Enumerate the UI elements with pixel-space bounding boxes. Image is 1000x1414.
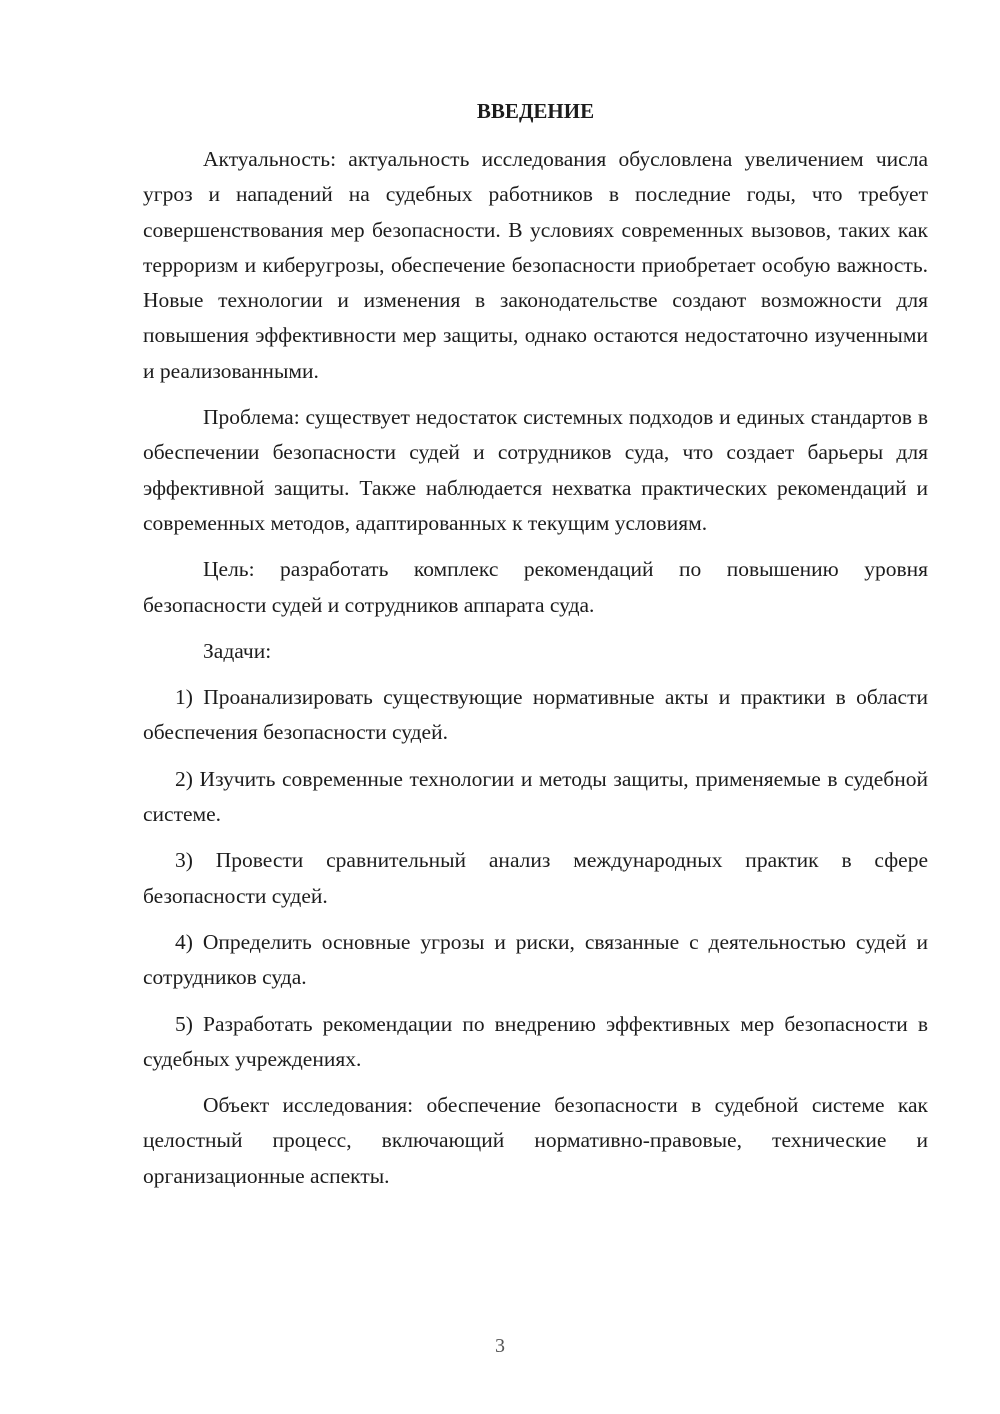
problem-paragraph: Проблема: существует недостаток системных подходов и единых стандартов в обеспечении безопасности судей и сотрудников суда, что создает барьеры для эффективной защиты. Также наблюдается нехватка практических рекомендаций и современных методов, адаптированных к текущим условиям.	[143, 405, 928, 535]
task-item: 1) Проанализировать существующие нормативные акты и практики в области обеспечения безопасности судей.	[143, 685, 928, 745]
page-number: 3	[495, 1335, 505, 1357]
object-paragraph: Объект исследования: обеспечение безопасности в судебной системе как целостный процесс, включающий нормативно-правовые, технические и организационные аспекты.	[143, 1093, 928, 1188]
goal-paragraph: Цель: разработать комплекс рекомендаций по повышению уровня безопасности судей и сотрудников аппарата суда.	[143, 557, 928, 617]
task-item: 4) Определить основные угрозы и риски, связанные с деятельностью судей и сотрудников суда.	[143, 929, 928, 990]
task-item: 3) Провести сравнительный анализ международных практик в сфере безопасности судей.	[143, 848, 928, 908]
document-body	[143, 142, 928, 1205]
relevance-paragraph: Актуальность: актуальность исследования обусловлена увеличением числа угроз и нападений на судебных работников в последние годы, что требует совершенствования мер безопасности. В условиях современных вызовов, таких как терроризм и киберугрозы, обеспечение безопасности приобретает особую важность. Новые технологии и изменения в законодательстве создают возможности для повышения эффективности мер защиты, однако остаются недостаточно изученными и реализованными.	[143, 147, 928, 383]
section-heading: ВВЕДЕНИЕ	[476, 99, 595, 123]
task-item: 5) Разработать рекомендации по внедрению эффективных мер безопасности в судебных учреждениях.	[143, 1011, 928, 1071]
tasks-label: Задачи:	[203, 638, 272, 663]
task-item: 2) Изучить современные технологии и методы защиты, применяемые в судебной системе.	[143, 766, 928, 827]
